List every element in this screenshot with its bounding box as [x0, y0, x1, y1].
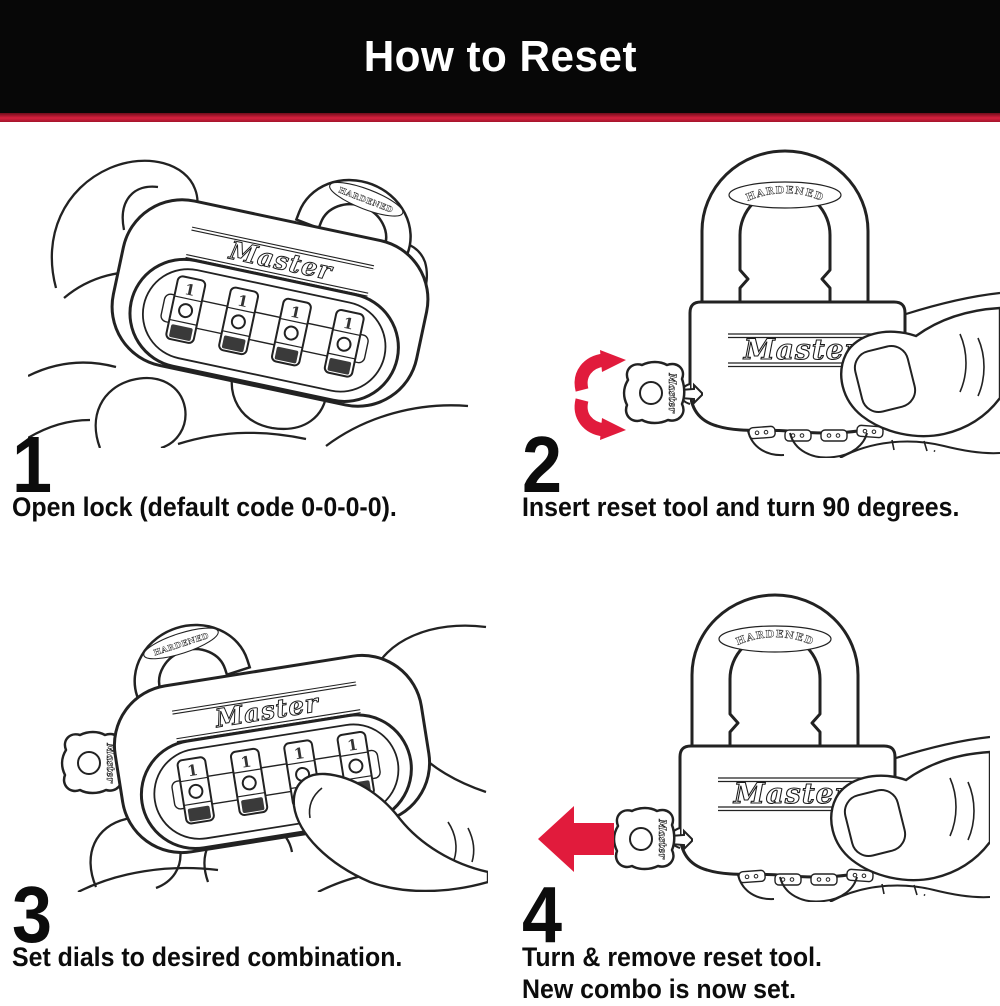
set-dials-illustration	[18, 582, 488, 892]
rotate-arrows-icon	[581, 350, 626, 440]
step-caption: Insert reset tool and turn 90 degrees.	[522, 492, 960, 522]
left-arrow-icon	[538, 806, 614, 872]
step-number: 2	[522, 420, 563, 509]
step-number: 4	[522, 870, 563, 959]
padlock-insert-tool-illustration	[540, 138, 1000, 458]
step-3-panel	[0, 572, 500, 993]
page-title: How to Reset	[363, 31, 637, 81]
steps-grid	[0, 122, 1000, 1004]
header-banner	[0, 0, 1000, 113]
step-4-panel	[500, 572, 1000, 1004]
combination-lock	[101, 138, 452, 417]
step-1-panel	[0, 122, 500, 572]
lock-in-hand-illustration	[28, 138, 488, 448]
padlock-use	[671, 595, 990, 902]
padlock-use	[681, 151, 1000, 458]
step-2-panel	[500, 122, 1000, 572]
remove-tool-illustration	[530, 582, 990, 902]
step-number: 3	[12, 870, 53, 959]
step-caption: Set dials to desired combination.	[12, 942, 403, 972]
red-divider-strip	[0, 113, 1000, 122]
step-caption: Open lock (default code 0-0-0-0).	[12, 492, 397, 522]
step-number: 1	[12, 420, 53, 509]
step-caption: Turn & remove reset tool. New combo is now set.	[522, 942, 822, 1004]
